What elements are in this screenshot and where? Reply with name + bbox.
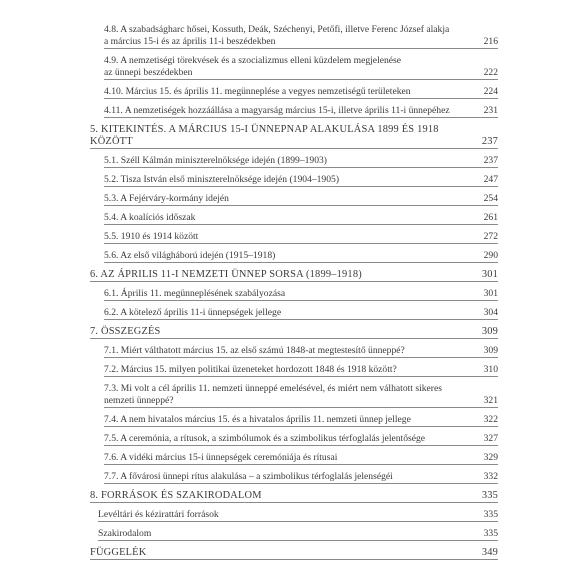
toc-entry-title xyxy=(98,509,476,521)
toc-entry-title-line: 7.7. A fővárosi ünnepi rítus alakulása – a szimbolikus térfoglalás jelenségéi xyxy=(104,471,393,482)
toc-section-entry xyxy=(90,155,498,168)
toc-entry-title-line: 4.10. Március 15. és április 11. megünneplése a vegyes nemzetiségű területeken xyxy=(104,86,411,97)
toc-chapter-entry xyxy=(90,490,498,503)
toc-page-number: 349 xyxy=(481,547,498,558)
toc-entry-title-line: 4.9. A nemzetiségi törekvések és a szocializmus elleni küzdelem megjelenése xyxy=(104,55,402,66)
toc-chapter-entry xyxy=(90,326,498,339)
toc-chapter-entry xyxy=(90,547,498,560)
toc-page-number: 272 xyxy=(483,231,498,242)
toc-entry-title xyxy=(90,124,476,148)
toc-section-entry xyxy=(90,452,498,465)
table-of-contents xyxy=(90,24,498,566)
toc-entry-title xyxy=(90,547,476,559)
toc-page-number: 222 xyxy=(483,67,498,78)
toc-entry-title xyxy=(104,212,476,224)
toc-entry-title xyxy=(104,364,476,376)
toc-section-entry xyxy=(90,471,498,484)
toc-entry-title xyxy=(90,269,476,281)
toc-section-entry xyxy=(90,193,498,206)
toc-section-entry xyxy=(90,174,498,187)
toc-entry-title xyxy=(104,250,476,262)
toc-section-entry xyxy=(90,414,498,427)
toc-page-number: 332 xyxy=(483,471,498,482)
toc-entry-title-line: 7.5. A ceremónia, a rítusok, a szimbólumok és a szimbolikus térfoglalás jelentősége xyxy=(104,433,426,444)
toc-entry-title-line: 7.3. Mi volt a cél április 11. nemzeti ünneppé emelésével, és miért nem válhatott sikeres xyxy=(104,383,442,394)
toc-entry-title xyxy=(104,452,476,464)
toc-page-number: 247 xyxy=(483,174,498,185)
toc-entry-title xyxy=(104,414,476,426)
toc-entry-title-line: Szakirodalom xyxy=(98,528,152,539)
toc-section-entry xyxy=(90,55,498,80)
toc-entry-title xyxy=(104,86,476,98)
toc-section-entry xyxy=(90,24,498,49)
toc-page-number: 231 xyxy=(483,105,498,116)
toc-entry-title-line: 7.6. A vidéki március 15-i ünnepségek ceremóniája és rítusai xyxy=(104,452,338,463)
toc-entry-title xyxy=(104,55,476,79)
toc-page-number: 321 xyxy=(483,395,498,406)
toc-page-number: 335 xyxy=(483,528,498,539)
toc-entry-title-continuation: az ünnepi beszédekben xyxy=(104,67,193,78)
toc-section-entry xyxy=(90,509,498,522)
toc-section-entry xyxy=(90,105,498,118)
toc-entry-title-line: 5.2. Tisza István első miniszterelnöksége idején (1904–1905) xyxy=(104,174,340,185)
toc-entry-title-continuation: nemzeti ünneppé? xyxy=(104,395,174,406)
toc-page-number: 310 xyxy=(483,364,498,375)
toc-entry-title xyxy=(104,307,476,319)
toc-entry-title xyxy=(104,24,476,48)
toc-entry-title-line: 4.11. A nemzetiségek hozzáállása a magyarság március 15-i, illetve április 11-i ünnepéhez xyxy=(104,105,450,116)
toc-entry-title xyxy=(98,528,476,540)
toc-entry-title-line: 7. ÖSSZEGZÉS xyxy=(90,326,161,337)
toc-page-number: 335 xyxy=(483,509,498,520)
toc-page-number: 290 xyxy=(483,250,498,261)
toc-page-number: 301 xyxy=(483,288,498,299)
toc-entry-title-line: 5.1. Széll Kálmán miniszterelnöksége idején (1899–1903) xyxy=(104,155,327,166)
toc-section-entry xyxy=(90,433,498,446)
toc-entry-title xyxy=(90,326,476,338)
toc-section-entry xyxy=(90,528,498,541)
toc-entry-title-line: 4.8. A szabadságharc hősei, Kossuth, Deák, Széchenyi, Petőfi, illetve Ferenc József alakja xyxy=(104,24,450,35)
toc-entry-title-continuation: a március 15-i és az április 11-i beszédekben xyxy=(104,36,276,47)
toc-page-number: 237 xyxy=(483,155,498,166)
toc-entry-title xyxy=(104,193,476,205)
toc-entry-title-line: 5.6. Az első világháború idején (1915–1918) xyxy=(104,250,276,261)
toc-entry-title xyxy=(104,231,476,243)
toc-section-entry xyxy=(90,345,498,358)
toc-entry-title xyxy=(104,288,476,300)
toc-entry-title-line: 6.1. Április 11. megünneplésének szabályozása xyxy=(104,288,286,299)
toc-entry-title-line: 5.3. A Fejérváry-kormány idején xyxy=(104,193,229,204)
toc-page-number: 254 xyxy=(483,193,498,204)
toc-page-number: 304 xyxy=(483,307,498,318)
toc-section-entry xyxy=(90,383,498,408)
toc-section-entry xyxy=(90,250,498,263)
toc-section-entry xyxy=(90,212,498,225)
toc-entry-title-line: Levéltári és kézirattári források xyxy=(98,509,219,520)
toc-page-number: 261 xyxy=(483,212,498,223)
toc-entry-title xyxy=(104,174,476,186)
toc-page-number: 327 xyxy=(483,433,498,444)
toc-page-number: 301 xyxy=(481,269,498,280)
toc-entry-title xyxy=(104,105,476,117)
toc-entry-title-line: 7.1. Miért válthatott március 15. az első számú 1848-at megtestesítő ünneppé? xyxy=(104,345,405,356)
toc-page-number: 309 xyxy=(481,326,498,337)
toc-entry-title xyxy=(90,490,476,502)
toc-page-number: 335 xyxy=(481,490,498,501)
toc-page-number: 329 xyxy=(483,452,498,463)
toc-entry-title-line: 6. AZ ÁPRILIS 11-I NEMZETI ÜNNEP SORSA (1899–1918) xyxy=(90,269,362,280)
toc-entry-title-line: 5.5. 1910 és 1914 között xyxy=(104,231,199,242)
toc-entry-title-line: 5.4. A koalíciós időszak xyxy=(104,212,196,223)
toc-entry-title xyxy=(104,433,476,445)
toc-entry-title-line: 7.2. Március 15. milyen politikai üzeneteket hordozott 1848 és 1918 között? xyxy=(104,364,397,375)
toc-entry-title xyxy=(104,383,476,407)
toc-section-entry xyxy=(90,364,498,377)
toc-page-number: 216 xyxy=(483,36,498,47)
toc-entry-title-line: 8. FORRÁSOK ÉS SZAKIRODALOM xyxy=(90,490,262,501)
toc-entry-title xyxy=(104,155,476,167)
toc-entry-title-line: 6.2. A kötelező április 11-i ünnepségek jellege xyxy=(104,307,282,318)
toc-page-number: 322 xyxy=(483,414,498,425)
toc-entry-title xyxy=(104,471,476,483)
toc-section-entry xyxy=(90,307,498,320)
toc-chapter-entry xyxy=(90,124,498,149)
toc-section-entry xyxy=(90,288,498,301)
toc-page-number: 309 xyxy=(483,345,498,356)
toc-section-entry xyxy=(90,86,498,99)
toc-page-number: 224 xyxy=(483,86,498,97)
toc-entry-title-line: 5. KITEKINTÉS. A MÁRCIUS 15-I ÜNNEPNAP ALAKULÁSA 1899 ÉS 1918 KÖZÖTT xyxy=(90,124,439,147)
toc-section-entry xyxy=(90,231,498,244)
toc-chapter-entry xyxy=(90,269,498,282)
toc-page-number: 237 xyxy=(481,136,498,147)
toc-entry-title-line: 7.4. A nem hivatalos március 15. és a hivatalos április 11. nemzeti ünnep jellege xyxy=(104,414,411,425)
toc-entry-title-line: FÜGGELÉK xyxy=(90,547,147,558)
toc-entry-title xyxy=(104,345,476,357)
